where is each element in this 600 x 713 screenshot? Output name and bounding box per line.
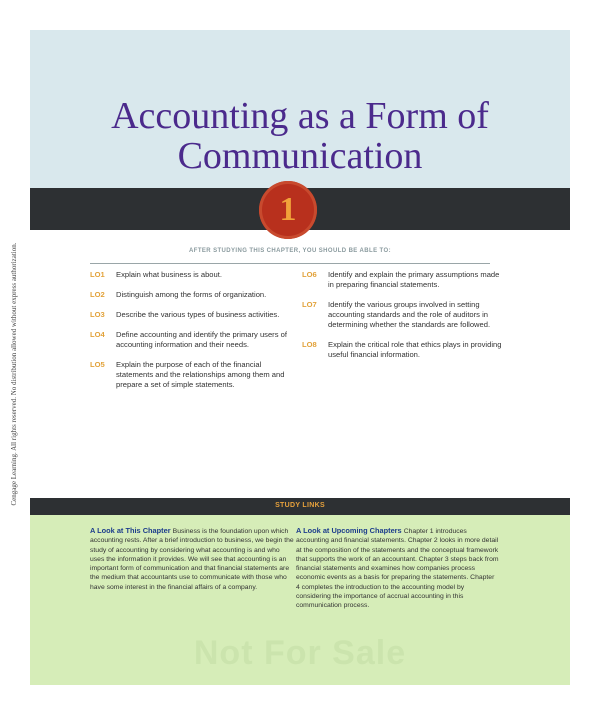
objectives-divider [90,263,490,264]
objective-text: Identify the various groups involved in setting accounting standards and the role of auditors in determining whether the standards are followed. [328,300,491,329]
objective-code: LO6 [302,270,317,279]
learning-objective [90,330,290,350]
study-link-upcoming-chapters [296,526,500,611]
study-link-heading: A Look at Upcoming Chapters [296,526,404,535]
study-link-this-chapter [90,526,294,592]
study-links-label: STUDY LINKS [275,502,325,509]
objective-text: Describe the various types of business activities. [116,310,280,319]
learning-objective [302,300,502,330]
objective-text: Define accounting and identify the primary users of accounting information and their needs. [116,330,287,349]
copyright-text: Cengage Learning. All rights reserved. No distribution allowed without express authorization. [10,242,18,506]
objective-code: LO7 [302,300,317,309]
learning-objective [90,290,290,300]
copyright-notice [4,230,18,530]
not-for-sale-watermark: Not For Sale [193,634,407,672]
objective-text: Explain what business is about. [116,270,222,279]
objective-text: Distinguish among the forms of organization. [116,290,267,299]
study-link-body: Business is the foundation upon which accounting rests. After a brief introduction to business, we begin the study of accounting by considering what accounting is and who uses the information it provides. We will see that accounting is an important form of communication and that financial statements are the medium that accountants use to communicate with those who have some interest in the financial affairs of a company. [90,528,294,591]
learning-objective [90,310,290,320]
chapter-title-line2: Communication [177,135,423,177]
objective-code: LO2 [90,290,105,299]
study-link-body: Chapter 1 introduces accounting and financial statements. Chapter 2 looks in more detail at the composition of the statements and the conceptual framework that supports the work of an accountant. Chapter 3 steps back from financial statements and examines how companies process economic events as a basis for preparing the statements. Chapter 4 completes the introduction to the accounting model by considering the importance of accrual accounting in this communication process. [296,528,499,610]
learning-objective [302,270,502,290]
objective-text: Identify and explain the primary assumptions made in preparing financial statements. [328,270,500,289]
study-link-heading: A Look at This Chapter [90,526,173,535]
objective-code: LO1 [90,270,105,279]
objective-text: Explain the critical role that ethics plays in providing useful financial information. [328,340,502,359]
chapter-number-badge: 1 [259,181,317,239]
objectives-right-column [302,270,502,370]
chapter-opener-page [10,30,570,685]
learning-objective [90,270,290,280]
learning-objective [302,340,502,360]
objective-code: LO4 [90,330,105,339]
objectives-heading: AFTER STUDYING THIS CHAPTER, YOU SHOULD BE ABLE TO: [189,248,391,254]
objectives-left-column [90,270,290,400]
chapter-title-line1: Accounting as a Form of [111,95,489,137]
learning-objective [90,360,290,390]
objective-code: LO5 [90,360,105,369]
objective-code: LO8 [302,340,317,349]
objective-code: LO3 [90,310,105,319]
chapter-title [30,96,570,176]
objective-text: Explain the purpose of each of the financial statements and the relationships among them and prepare a set of simple statements. [116,360,285,389]
